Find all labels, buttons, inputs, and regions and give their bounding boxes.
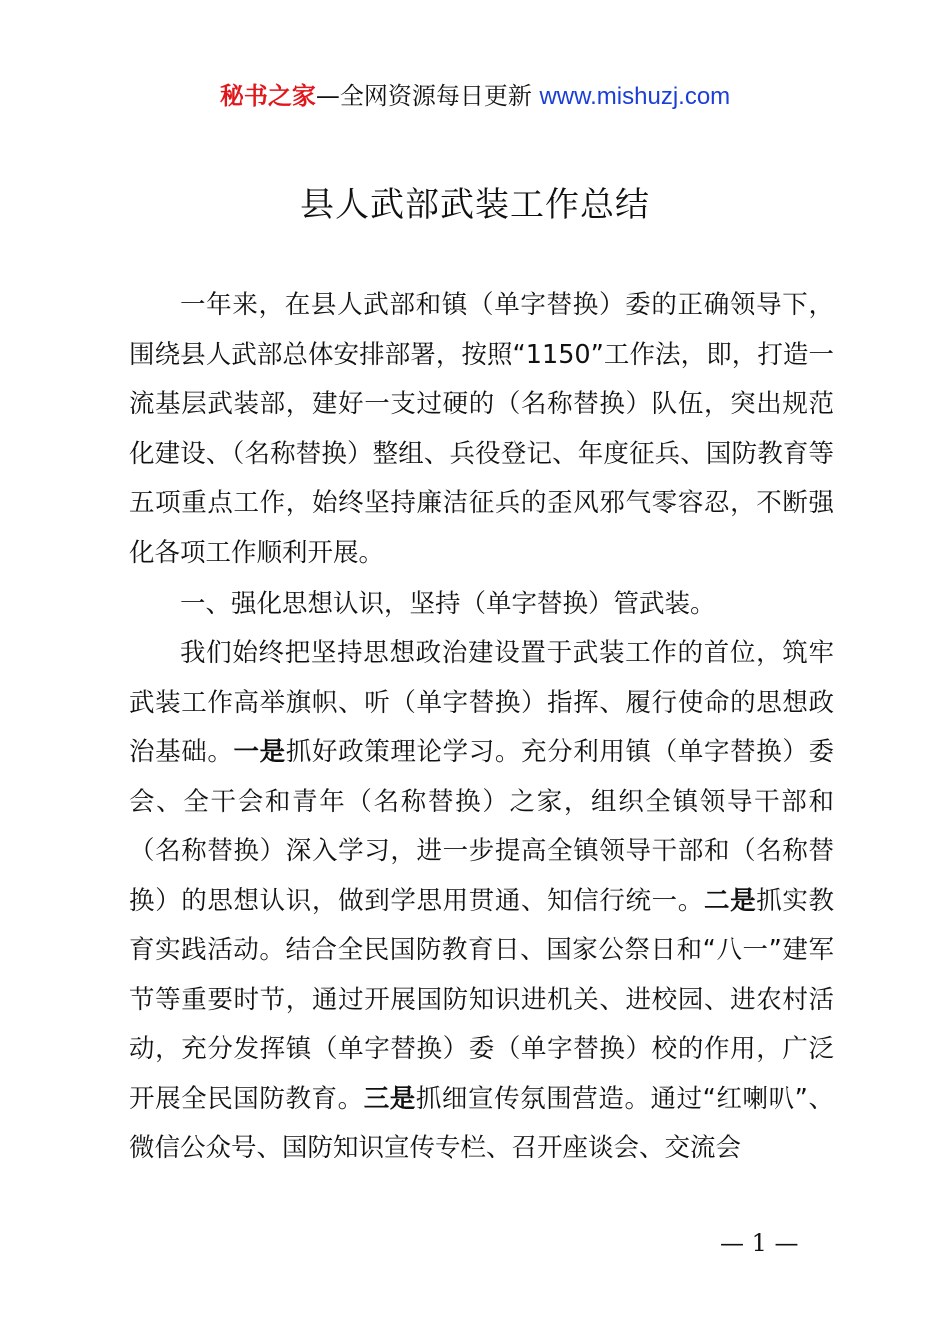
- banner-slogan: —全网资源每日更新: [315, 82, 540, 110]
- point-2-label: 二是: [703, 885, 757, 916]
- point-3-label: 三是: [363, 1083, 416, 1114]
- site-url-link[interactable]: www.mishuzj.com: [539, 83, 731, 110]
- page-number: — 1 —: [720, 1229, 799, 1257]
- site-banner: [0, 80, 950, 113]
- point-1-text: 抓好政策理论学习。充分利用镇（单字替换）委会、全干会和青年（名称替换）之家，组织全镇领导干部和（名称替换）深入学习，进一步提高全镇领导干部和（名称替换）的思想认识，做到学思用贯通、知信行统一。: [129, 737, 834, 916]
- document-title: 县人武部武装工作总结: [300, 185, 650, 225]
- point-1-label: 一是: [233, 737, 286, 767]
- point-3-text: 抓细宣传氛围营造。通过“红喇叭”、微信公众号、国防知识宣传专栏、召开座谈会、交流会: [129, 1083, 834, 1163]
- point-2-text: 抓实教育实践活动。结合全民国防教育日、国家公祭日和“八一”建军节等重要时节，通过开展国防知识进机关、进校园、进农村活动，充分发挥镇（单字替换）委（单字替换）校的作用，广泛开展全民国防教育。: [129, 885, 834, 1114]
- section-1-body: [129, 629, 834, 1174]
- section-1-lead: 我们始终把坚持思想政治建设置于武装工作的首位，筑牢武装工作高举旗帜、听（单字替换）指挥、履行使命的思想政治基础。: [129, 638, 834, 767]
- brand-name: 秘书之家: [219, 82, 316, 110]
- intro-paragraph: 一年来，在县人武部和镇（单字替换）委的正确领导下，围绕县人武部总体安排部署，按照“1150”工作法，即，打造一流基层武装部，建好一支过硬的（名称替换）队伍，突出规范化建设、（名称替换）整组、兵役登记、年度征兵、国防教育等五项重点工作，始终坚持廉洁征兵的歪风邪气零容忍，不断强化各项工作顺利开展。: [129, 290, 834, 568]
- section-heading-1: 一、强化思想认识，坚持（单字替换）管武装。: [180, 589, 716, 619]
